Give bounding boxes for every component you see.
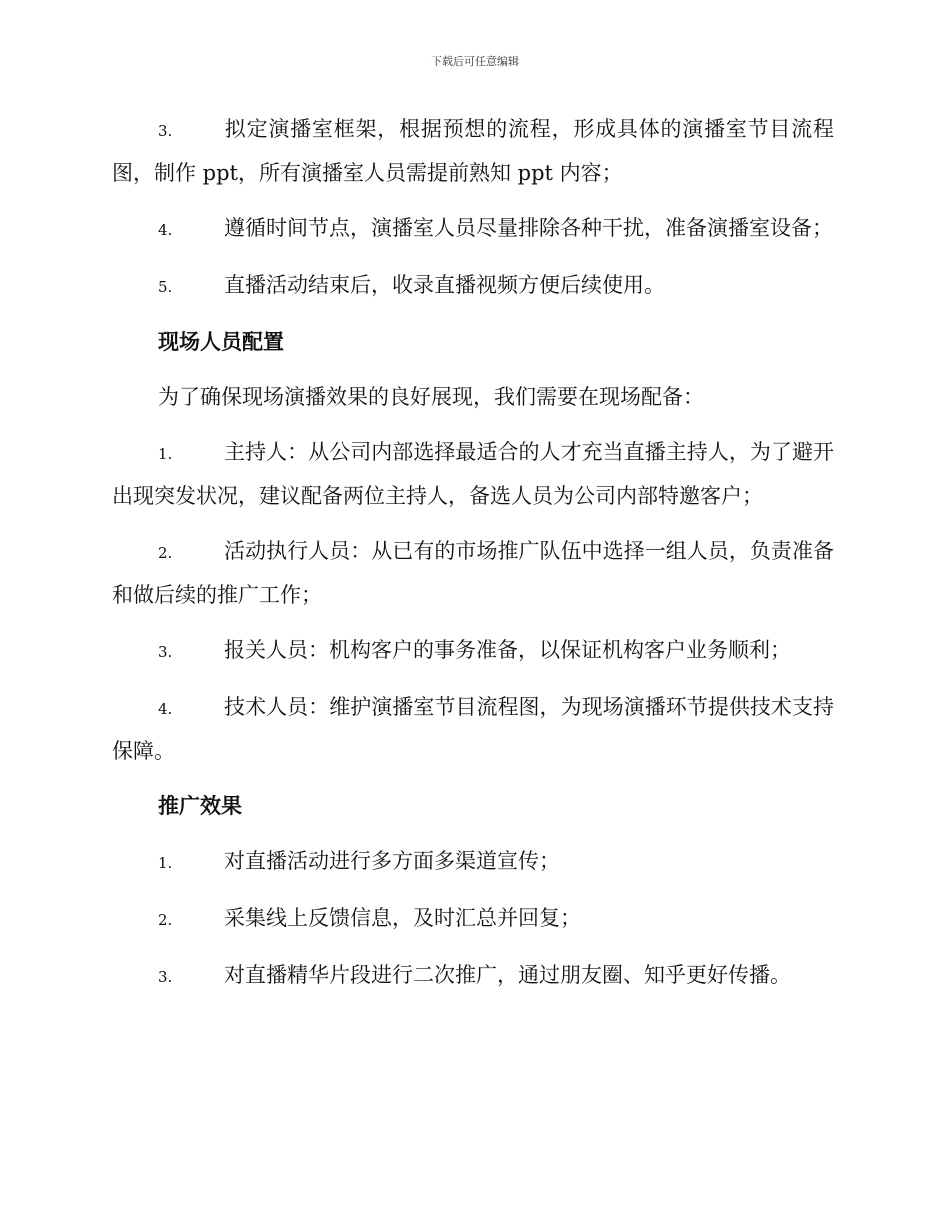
list-item bbox=[112, 108, 834, 194]
list-text: 活动执行人员：从已有的市场推广队伍中选择一组人员，负责准备和做后续的推广工作； bbox=[112, 539, 834, 607]
list-number: 5. bbox=[158, 278, 173, 296]
staff-list bbox=[112, 431, 834, 772]
list-item bbox=[112, 264, 834, 308]
list-text: 遵循时间节点，演播室人员尽量排除各种干扰，准备演播室设备； bbox=[224, 216, 833, 240]
list-text: 对直播精华片段进行二次推广，通过朋友圈、知乎更好传播。 bbox=[224, 963, 791, 987]
list-number: 3. bbox=[158, 122, 173, 140]
document-body bbox=[112, 108, 834, 1011]
list-text: 技术人员：维护演播室节目流程图，为现场演播环节提供技术支持保障。 bbox=[112, 695, 834, 763]
list-item bbox=[112, 840, 834, 884]
list-item bbox=[112, 431, 834, 517]
list-number: 4. bbox=[158, 221, 173, 239]
list-number: 4. bbox=[158, 700, 173, 718]
list-text: 直播活动结束后，收录直播视频方便后续使用。 bbox=[224, 273, 665, 297]
list-item bbox=[112, 897, 834, 941]
list-item bbox=[112, 954, 834, 998]
list-number: 3. bbox=[158, 643, 173, 661]
list-item bbox=[112, 629, 834, 673]
staff-intro: 为了确保现场演播效果的良好展现，我们需要在现场配备： bbox=[158, 385, 704, 409]
list-item bbox=[112, 530, 834, 616]
list-number: 2. bbox=[158, 911, 173, 929]
list-text: 报关人员：机构客户的事务准备，以保证机构客户业务顺利； bbox=[224, 638, 791, 662]
list-number: 3. bbox=[158, 968, 173, 986]
list-text: 采集线上反馈信息，及时汇总并回复； bbox=[224, 906, 581, 930]
list-text: 主持人：从公司内部选择最适合的人才充当直播主持人，为了避开出现突发状况，建议配备两位主持人，备选人员为公司内部特邀客户； bbox=[112, 440, 834, 508]
list-item bbox=[112, 207, 834, 251]
page-header: 下载后可任意编辑 bbox=[431, 55, 519, 68]
process-list bbox=[112, 108, 834, 308]
section-heading-promo: 推广效果 bbox=[158, 793, 242, 818]
list-number: 1. bbox=[158, 445, 173, 463]
list-text: 拟定演播室框架，根据预想的流程，形成具体的演播室节目流程图，制作 ppt，所有演播室人员需提前熟知 ppt 内容； bbox=[112, 117, 834, 185]
list-number: 2. bbox=[158, 544, 173, 562]
list-number: 1. bbox=[158, 854, 173, 872]
list-item bbox=[112, 686, 834, 772]
promo-list bbox=[112, 840, 834, 998]
section-heading-staff: 现场人员配置 bbox=[158, 329, 284, 354]
list-text: 对直播活动进行多方面多渠道宣传； bbox=[224, 849, 560, 873]
